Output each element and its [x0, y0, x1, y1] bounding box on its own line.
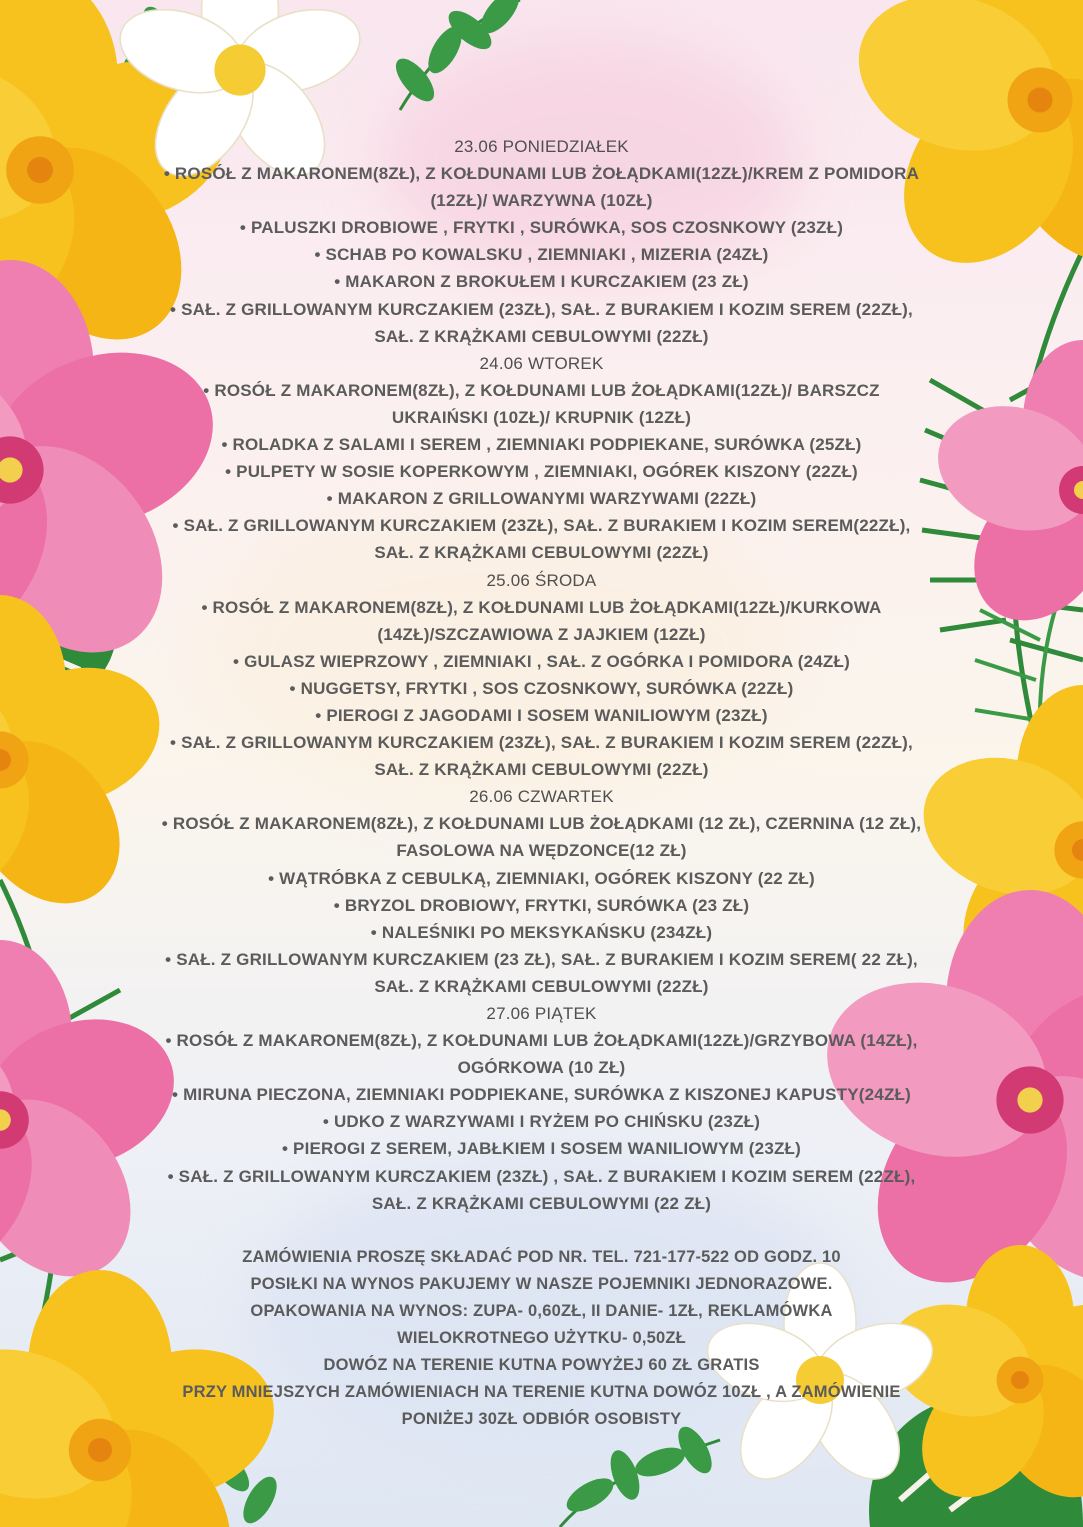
menu-line: • ROLADKA Z SALAMI I SEREM , ZIEMNIAKI PODPIEKANE, SURÓWKA (25ZŁ) [221, 435, 862, 455]
day-heading: 27.06 PIĄTEK [486, 1004, 597, 1023]
menu-line: • PALUSZKI DROBIOWE , FRYTKI , SURÓWKA, SOS CZOSNKOWY (23ZŁ) [239, 218, 844, 238]
info-line: WIELOKROTNEGO UŻYTKU- 0,50ZŁ [397, 1329, 686, 1348]
menu-line: (12ZŁ)/ WARZYWNA (10ZŁ) [430, 191, 653, 211]
day-heading: 23.06 PONIEDZIAŁEK [454, 137, 629, 156]
menu-line: SAŁ. Z KRĄŻKAMI CEBULOWYMI (22ZŁ) [374, 326, 709, 346]
menu-line: SAŁ. Z KRĄŻKAMI CEBULOWYMI (22ZŁ) [374, 760, 709, 780]
info-line: PONIŻEJ 30ZŁ ODBIÓR OSOBISTY [401, 1410, 682, 1429]
info-line: OPAKOWANIA NA WYNOS: ZUPA- 0,60ZŁ, II DANIE- 1ZŁ, REKLAMÓWKA [250, 1301, 833, 1320]
menu-line: OGÓRKOWA (10 ZŁ) [457, 1058, 626, 1078]
menu-line: • SCHAB PO KOWALSKU , ZIEMNIAKI , MIZERIA (24ZŁ) [314, 245, 769, 265]
menu-line: • GULASZ WIEPRZOWY , ZIEMNIAKI , SAŁ. Z OGÓRKA I POMIDORA (24ZŁ) [233, 651, 850, 671]
info-line: DOWÓZ NA TERENIE KUTNA POWYŻEJ 60 ZŁ GRATIS [323, 1356, 760, 1375]
day-heading: 24.06 WTOREK [479, 353, 604, 373]
info-line: PRZY MNIEJSZYCH ZAMÓWIENIACH NA TERENIE KUTNA DOWÓZ 10ZŁ , A ZAMÓWIENIE [182, 1383, 901, 1402]
menu-line: • NUGGETSY, FRYTKI , SOS CZOSNKOWY, SURÓWKA (22ZŁ) [289, 678, 794, 698]
menu-line: • ROSÓŁ Z MAKARONEM(8ZŁ), Z KOŁDUNAMI LUB ŻOŁĄDKAMI(12ZŁ)/KREM Z POMIDORA [163, 164, 920, 184]
info-line: POSIŁKI NA WYNOS PAKUJEMY W NASZE POJEMNIKI JEDNORAZOWE. [250, 1274, 833, 1293]
menu-line: SAŁ. Z KRĄŻKAMI CEBULOWYMI (22 ZŁ) [371, 1193, 712, 1213]
menu-line: FASOLOWA NA WĘDZONCE(12 ZŁ) [396, 841, 687, 861]
menu-line: • BRYZOL DROBIOWY, FRYTKI, SURÓWKA (23 ZŁ) [333, 895, 750, 915]
eucalyptus-icon [204, 1421, 720, 1527]
menu-line: SAŁ. Z KRĄŻKAMI CEBULOWYMI (22ZŁ) [374, 543, 709, 563]
menu-line: • ROSÓŁ Z MAKARONEM(8ZŁ), Z KOŁDUNAMI LUB ŻOŁĄDKAMI(12ZŁ)/ BARSZCZ [203, 380, 880, 400]
menu-line: SAŁ. Z KRĄŻKAMI CEBULOWYMI (22ZŁ) [374, 976, 709, 996]
day-heading: 25.06 ŚRODA [486, 570, 597, 590]
menu-line: • SAŁ. Z GRILLOWANYM KURCZAKIEM (23 ZŁ), SAŁ. Z BURAKIEM I KOZIM SEREM( 22 ZŁ), [165, 949, 918, 969]
menu-line: UKRAIŃSKI (10ZŁ)/ KRUPNIK (12ZŁ) [391, 407, 692, 427]
menu-line: • SAŁ. Z GRILLOWANYM KURCZAKIEM (23ZŁ), SAŁ. Z BURAKIEM I KOZIM SEREM (22ZŁ), [170, 733, 913, 753]
menu-line: • MIRUNA PIECZONA, ZIEMNIAKI PODPIEKANE, SURÓWKA Z KISZONEJ KAPUSTY(24ZŁ) [172, 1085, 911, 1105]
menu-line: • PIEROGI Z JAGODAMI I SOSEM WANILIOWYM (23ZŁ) [315, 705, 768, 725]
menu-line: • UDKO Z WARZYWAMI I RYŻEM PO CHIŃSKU (23ZŁ) [322, 1112, 761, 1132]
menu-line: • NALEŚNIKI PO MEKSYKAŃSKU (234ZŁ) [370, 922, 713, 942]
spacer [70, 1217, 1013, 1244]
menu-line: • ROSÓŁ Z MAKARONEM(8ZŁ), Z KOŁDUNAMI LUB ŻOŁĄDKAMI(12ZŁ)/KURKOWA [201, 597, 882, 617]
menu-content [70, 133, 1013, 1433]
menu-line: • PIEROGI Z SEREM, JABŁKIEM I SOSEM WANILIOWYM (23ZŁ) [281, 1139, 802, 1159]
menu-line: • MAKARON Z BROKUŁEM I KURCZAKIEM (23 ZŁ) [334, 272, 749, 292]
menu-line: (14ZŁ)/SZCZAWIOWA Z JAJKIEM (12ZŁ) [377, 624, 706, 644]
menu-line: • SAŁ. Z GRILLOWANYM KURCZAKIEM (23ZŁ) , SAŁ. Z BURAKIEM I KOZIM SEREM (22ZŁ), [167, 1166, 916, 1186]
menu-line: • SAŁ. Z GRILLOWANYM KURCZAKIEM (23ZŁ), SAŁ. Z BURAKIEM I KOZIM SEREM (22ZŁ), [170, 299, 913, 319]
menu-line: • MAKARON Z GRILLOWANYMI WARZYWAMI (22ZŁ) [326, 489, 757, 509]
menu-line: • WĄTRÓBKA Z CEBULKĄ, ZIEMNIAKI, OGÓREK KISZONY (22 ZŁ) [268, 868, 815, 888]
menu-line: • SAŁ. Z GRILLOWANYM KURCZAKIEM (23ZŁ), SAŁ. Z BURAKIEM I KOZIM SEREM(22ZŁ), [172, 516, 911, 536]
day-heading: 26.06 CZWARTEK [469, 787, 614, 807]
menu-line: • ROSÓŁ Z MAKARONEM(8ZŁ), Z KOŁDUNAMI LUB ŻOŁĄDKAMI(12ZŁ)/GRZYBOWA (14ZŁ), [165, 1031, 918, 1051]
info-line: ZAMÓWIENIA PROSZĘ SKŁADAĆ POD NR. TEL. 721-177-522 OD GODZ. 10 [242, 1247, 841, 1266]
menu-line: • ROSÓŁ Z MAKARONEM(8ZŁ), Z KOŁDUNAMI LUB ŻOŁĄDKAMI (12 ZŁ), CZERNINA (12 ZŁ), [161, 814, 922, 834]
menu-line: • PULPETY W SOSIE KOPERKOWYM , ZIEMNIAKI, OGÓREK KISZONY (22ZŁ) [225, 462, 858, 482]
